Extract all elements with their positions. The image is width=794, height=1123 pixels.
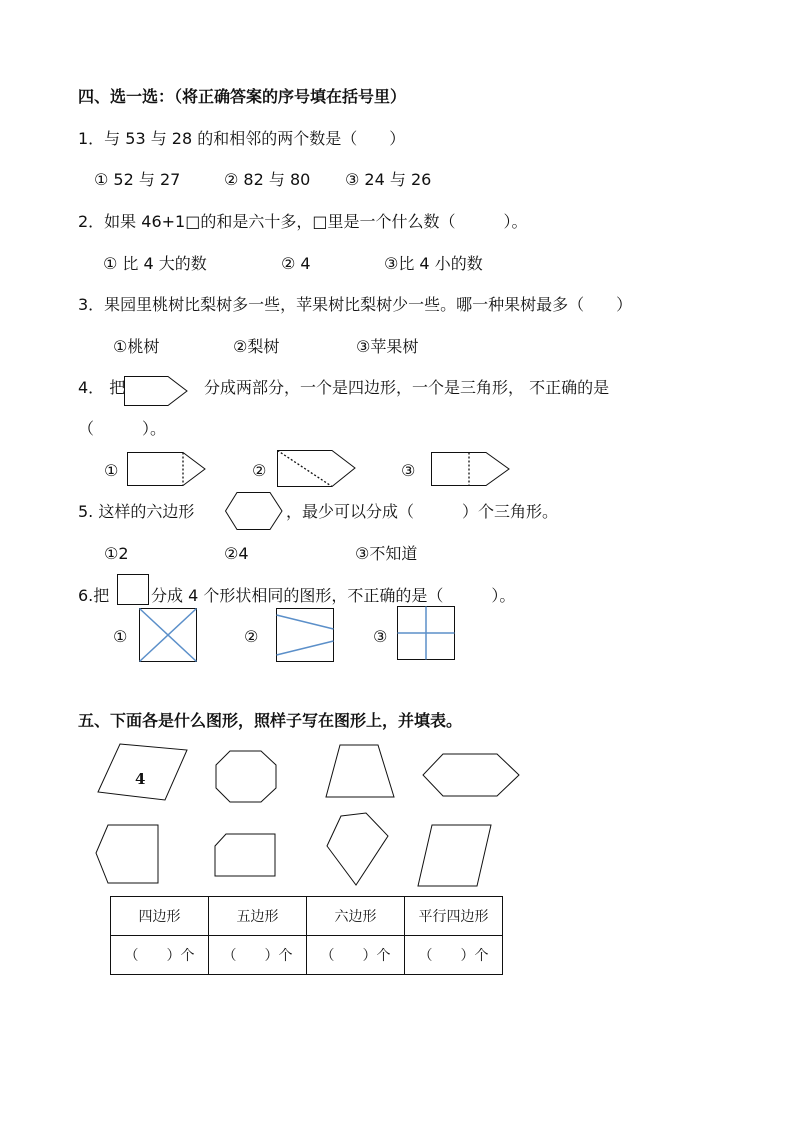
q5-option-1: ①2 xyxy=(104,544,129,563)
q4-stem-end: （ ）。 xyxy=(78,419,167,438)
q6-stem-end: 分成 4 个形状相同的图形，不正确的是（ ）。 xyxy=(151,586,516,605)
q3-stem: 3．果园里桃树比梨树多一些，苹果树比梨树少一些。哪一种果树最多（ ） xyxy=(78,295,633,314)
q6-option-2-label: ② xyxy=(244,627,259,646)
q4-option-2-label: ② xyxy=(252,461,267,480)
parallelogram-shape xyxy=(418,825,491,886)
header-quadrilateral: 四边形 xyxy=(111,897,209,936)
q1-option-2: ② 82 与 80 xyxy=(224,170,311,189)
q5-option-2: ②4 xyxy=(224,544,249,563)
example-label: 4 xyxy=(135,770,146,788)
q5-stem-start: 5. 这样的六边形 xyxy=(78,502,195,521)
q4-stem-middle: 分成两部分，一个是四边形，一个是三角形， 不正确的是 xyxy=(204,378,610,397)
answer-cell-quadrilateral[interactable]: （ ）个 xyxy=(111,936,209,975)
answer-cell-pentagon[interactable]: （ ）个 xyxy=(209,936,307,975)
q2-option-1: ① 比 4 大的数 xyxy=(103,254,207,273)
trapezoid-shape xyxy=(326,745,394,797)
q3-option-1: ①桃树 xyxy=(113,337,160,356)
answer-cell-hexagon[interactable]: （ ）个 xyxy=(307,936,405,975)
q5-option-3: ③不知道 xyxy=(355,544,418,563)
q1-option-1: ① 52 与 27 xyxy=(94,170,181,189)
cut-corner-pentagon-shape xyxy=(215,834,275,876)
answer-table xyxy=(110,896,503,975)
pentagon-shape xyxy=(96,825,158,883)
header-hexagon: 六边形 xyxy=(307,897,405,936)
q1-stem: 1．与 53 与 28 的和相邻的两个数是（ ） xyxy=(78,129,406,148)
irregular-pentagon-shape xyxy=(327,813,388,885)
q2-stem: 2．如果 46+1□的和是六十多，□里是一个什么数（ ）。 xyxy=(78,212,528,231)
q5-stem-end: ，最少可以分成（ ）个三角形。 xyxy=(286,502,559,521)
q6-option-3-label: ③ xyxy=(373,627,388,646)
q1-option-3: ③ 24 与 26 xyxy=(345,170,432,189)
section4-title: 四、选一选：（将正确答案的序号填在括号里） xyxy=(78,87,407,106)
q3-option-2: ②梨树 xyxy=(233,337,280,356)
table-answer-row xyxy=(111,936,503,975)
answer-cell-parallelogram[interactable]: （ ）个 xyxy=(405,936,503,975)
header-parallelogram: 平行四边形 xyxy=(405,897,503,936)
q4-option-3-label: ③ xyxy=(401,461,416,480)
q2-option-2: ② 4 xyxy=(281,254,311,273)
q3-option-3: ③苹果树 xyxy=(356,337,419,356)
header-pentagon: 五边形 xyxy=(209,897,307,936)
hexagon-shape-wide xyxy=(423,754,519,796)
q2-option-3: ③比 4 小的数 xyxy=(384,254,483,273)
table-header-row xyxy=(111,897,503,936)
q6-option-1-label: ① xyxy=(113,627,128,646)
q4-option-1-label: ① xyxy=(104,461,119,480)
octagon-shape xyxy=(216,751,276,802)
q4-stem-start: 4． 把 xyxy=(78,378,126,397)
section5-title: 五、下面各是什么图形，照样子写在图形上，并填表。 xyxy=(78,711,463,730)
q6-stem-start: 6.把 xyxy=(78,586,110,605)
